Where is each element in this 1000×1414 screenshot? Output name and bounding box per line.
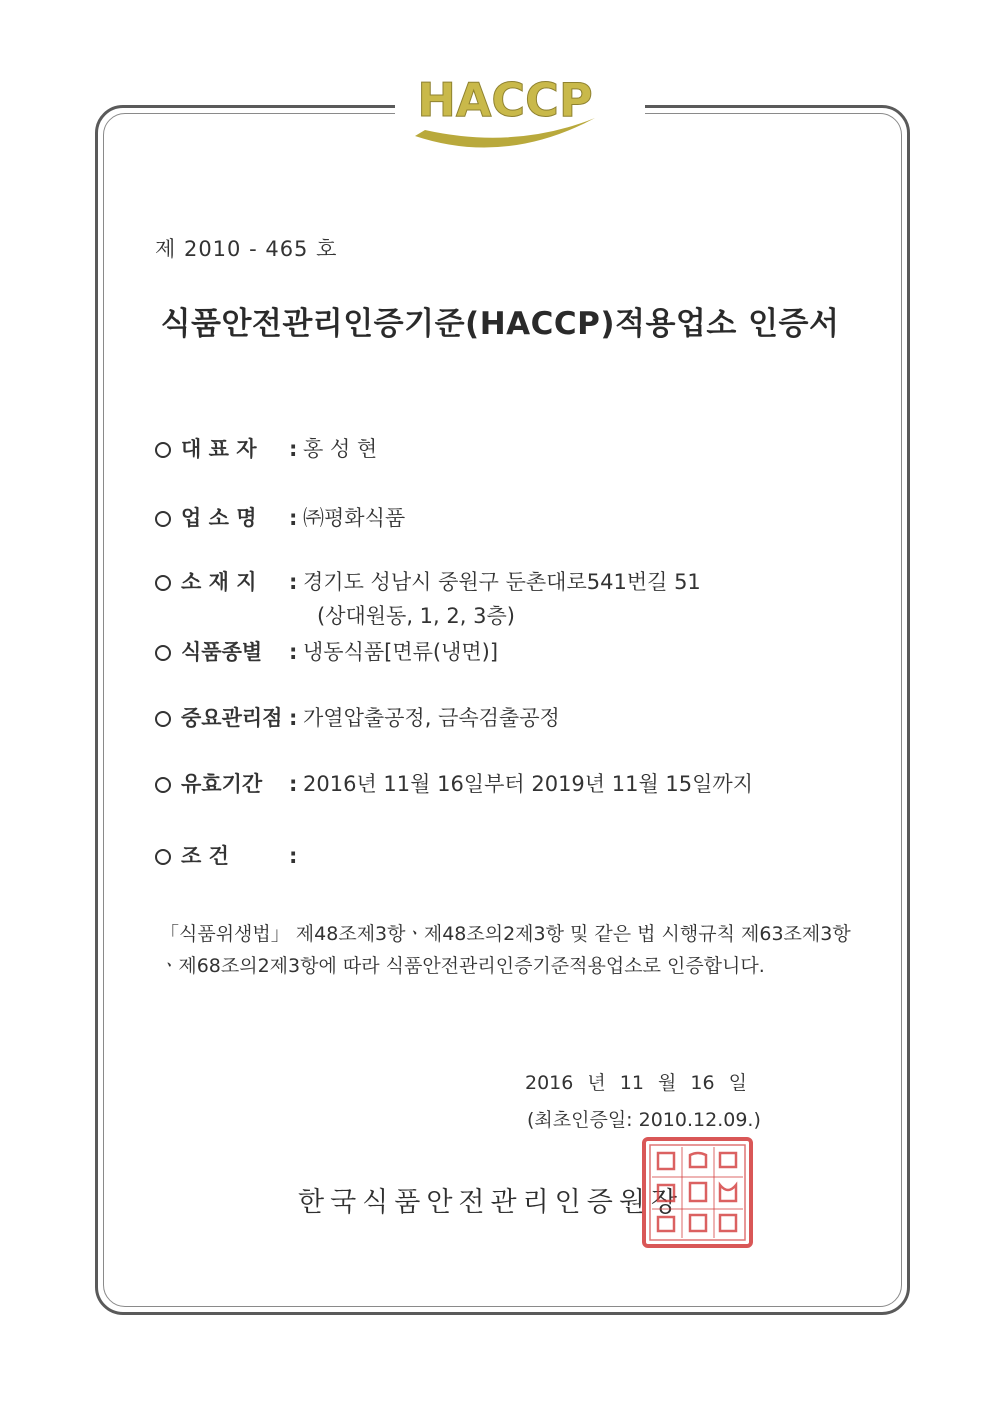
circle-bullet-icon <box>155 777 171 793</box>
field-business-name: 업 소 명 : ㈜평화식품 <box>155 502 405 532</box>
circle-bullet-icon <box>155 711 171 727</box>
field-critical-control-points: 중요관리점 : 가열압출공정, 금속검출공정 <box>155 702 560 732</box>
issue-date: 2016 년 11 월 16 일 <box>525 1072 747 1094</box>
field-value: ㈜평화식품 <box>303 506 406 530</box>
circle-bullet-icon <box>155 849 171 865</box>
field-value: 2016년 11월 16일부터 2019년 11월 15일까지 <box>303 772 754 796</box>
haccp-logo <box>405 58 605 158</box>
field-value: 가열압출공정, 금속검출공정 <box>303 706 560 730</box>
field-validity-period: 유효기간 : 2016년 11월 16일부터 2019년 11월 15일까지 <box>155 768 753 798</box>
field-value: 냉동식품[면류(냉면)] <box>303 640 499 664</box>
field-label: 대 표 자 <box>181 437 257 461</box>
circle-bullet-icon <box>155 575 171 591</box>
legal-statement: 「식품위생법」 제48조제3항ㆍ제48조의2제3항 및 같은 법 시행규칙 제63조제3항ㆍ제68조의2제3항에 따라 식품안전관리인증기준적용업소로 인증합니다. <box>160 923 851 977</box>
field-representative: 대 표 자 : 홍 성 현 <box>155 433 377 463</box>
logo-text: HACCP <box>417 73 593 127</box>
field-food-type: 식품종별 : 냉동식품[면류(냉면)] <box>155 636 498 666</box>
field-conditions: 조 건 : <box>155 840 303 870</box>
field-label: 중요관리점 <box>181 706 283 730</box>
circle-bullet-icon <box>155 511 171 527</box>
field-label: 유효기간 <box>181 772 263 796</box>
first-certification-date: (최초인증일: 2010.12.09.) <box>527 1109 761 1131</box>
certificate-number: 제 2010 - 465 호 <box>155 237 338 261</box>
field-value: 경기도 성남시 중원구 둔촌대로541번길 51 <box>303 570 701 594</box>
field-label: 조 건 <box>181 844 229 868</box>
field-location: 소 재 지 : 경기도 성남시 중원구 둔촌대로541번길 51 (상대원동, 1, 2, 3층) <box>155 566 701 596</box>
certificate-title: 식품안전관리인증기준(HACCP)적용업소 인증서 <box>160 306 840 342</box>
field-label: 식품종별 <box>181 640 263 664</box>
field-value-line2: (상대원동, 1, 2, 3층) <box>317 604 515 628</box>
circle-bullet-icon <box>155 442 171 458</box>
field-label: 소 재 지 <box>181 570 257 594</box>
official-seal-stamp <box>640 1135 755 1250</box>
issuer-name: 한국식품안전관리인증원장 <box>298 1187 683 1218</box>
circle-bullet-icon <box>155 645 171 661</box>
field-label: 업 소 명 <box>181 506 257 530</box>
field-value: 홍 성 현 <box>303 437 378 461</box>
